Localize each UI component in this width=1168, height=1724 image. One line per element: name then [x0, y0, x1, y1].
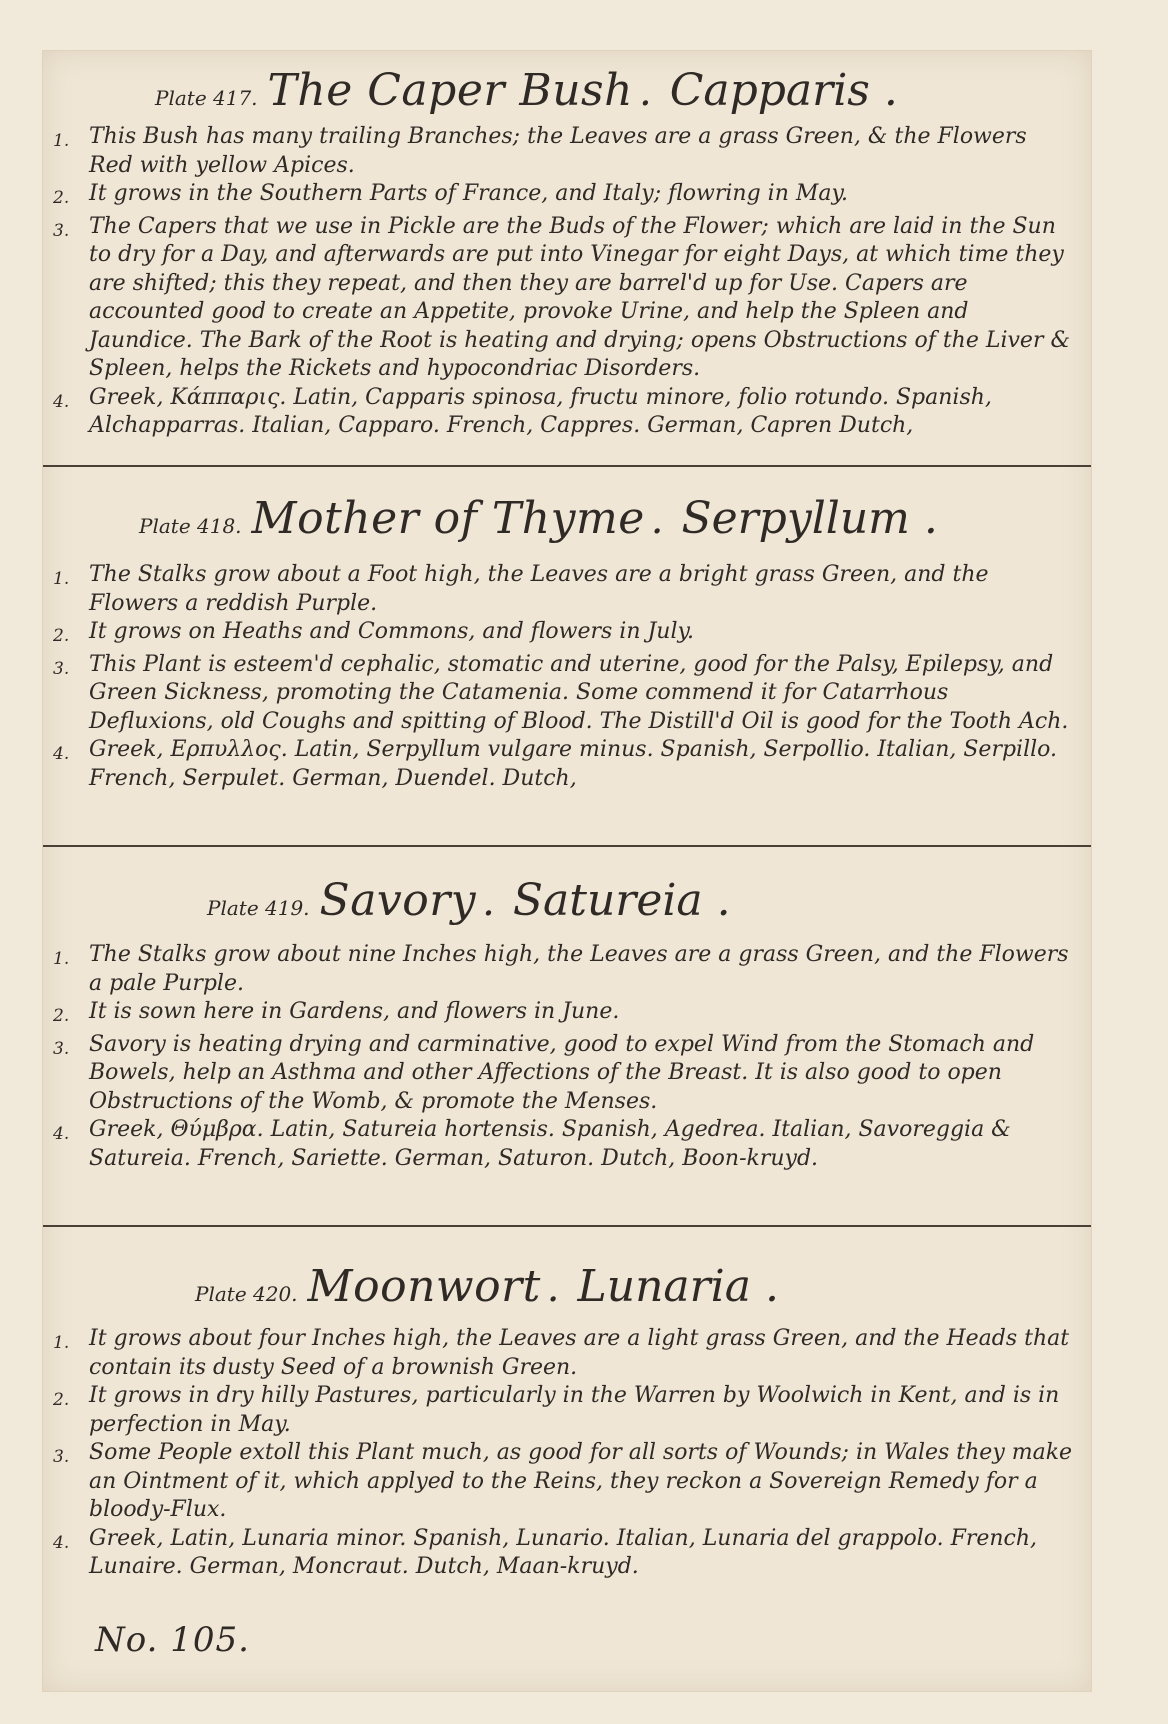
plant-name: Mother of Thyme	[251, 493, 645, 544]
plate-number-footer: No. 105.	[95, 1620, 250, 1660]
item-number: 3.	[53, 658, 70, 679]
item-text: It grows in the Southern Parts of France, and Italy; flowring in May.	[89, 181, 849, 206]
item-text: Greek, Latin, Lunaria minor. Spanish, Lunario. Italian, Lunaria del grappolo. French, Lunaire. German, Moncraut. Dutch, Maan-kruyd.	[89, 1525, 1038, 1579]
item-text: It grows on Heaths and Commons, and flowers in July.	[89, 619, 695, 644]
section-divider	[43, 845, 1091, 847]
item-number: 2.	[53, 626, 70, 646]
item-text: This Bush has many trailing Branches; the Leaves are a grass Green, & the Flowers Red with yellow Apices.	[89, 124, 1027, 178]
list-item	[43, 1325, 1073, 1382]
item-number: 4.	[53, 391, 70, 412]
item-text: The Stalks grow about a Foot high, the Leaves are a bright grass Green, and the Flowers a reddish Purple.	[89, 562, 989, 616]
list-item	[43, 998, 1073, 1031]
item-text: This Plant is esteem'd cephalic, stomatic and uterine, good for the Palsy, Epilepsy, and Green Sickness, promoting the Catamenia. Some commend it for Catarrhous Defluxions, old Coughs and spitting of Blood. The Distill'd Oil is good for the Tooth Ach.	[89, 651, 1069, 734]
description-list	[43, 941, 1073, 1173]
list-item	[43, 736, 1073, 793]
item-number: 2.	[53, 1006, 70, 1026]
item-text: It grows in dry hilly Pastures, particularly in the Warren by Woolwich in Kent, and is in perfection in May.	[89, 1383, 1060, 1437]
plate-number: Plate 419.	[207, 896, 310, 920]
item-text: The Stalks grow about nine Inches high, the Leaves are a grass Green, and the Flowers a pale Purple.	[89, 942, 1069, 996]
description-list	[43, 561, 1073, 793]
plate-number: Plate 420.	[195, 1282, 298, 1306]
list-item	[43, 651, 1073, 737]
list-item	[43, 384, 1073, 441]
list-item	[43, 123, 1073, 180]
list-item	[43, 1382, 1073, 1439]
plant-name: Savory	[319, 875, 477, 926]
latin-name: Capparis .	[669, 65, 898, 116]
item-number: 2.	[53, 188, 70, 208]
list-item	[43, 1116, 1073, 1173]
plate-heading: Plate 420. Moonwort . Lunaria .	[195, 1261, 779, 1312]
list-item	[43, 941, 1073, 998]
plant-name: Moonwort	[307, 1261, 541, 1312]
plate-heading: Plate 417. The Caper Bush . Capparis .	[155, 65, 898, 116]
section-divider	[43, 1225, 1091, 1227]
item-text: It grows about four Inches high, the Leaves are a light grass Green, and the Heads that contain its dusty Seed of a brownish Green.	[89, 1326, 1070, 1380]
item-text: Greek, Θύμβρα. Latin, Satureia hortensis. Spanish, Agedrea. Italian, Savoreggia & Satureia. French, Sariette. German, Saturon. Dutch, Boon-kruyd.	[89, 1117, 1011, 1171]
item-number: 1.	[53, 569, 70, 589]
item-number: 4.	[53, 744, 70, 764]
item-text: Some People extoll this Plant much, as good for all sorts of Wounds; in Wales they make an Ointment of it, which applyed to the Reins, they reckon a Sovereign Remedy for a bloody-Flux.	[89, 1440, 1073, 1522]
item-text: The Capers that we use in Pickle are the Buds of the Flower; which are laid in the Sun to dry for a Day, and afterwards are put into Vinegar for eight Days, at which time they are shifted; this they repeat, and then they are barrel'd up for Use. Capers are accounted good to create an Appetite, provoke Urine, and help the Spleen and Jaundice. The Bark of the Root is heating and drying; opens Obstructions of the Liver & Spleen, helps the Rickets and hypocondriac Disorders.	[89, 213, 1071, 381]
list-item	[43, 1525, 1073, 1582]
item-number: 2.	[53, 1390, 70, 1410]
list-item	[43, 618, 1073, 651]
item-text: It is sown here in Gardens, and flowers in June.	[89, 999, 620, 1024]
item-number: 4.	[53, 1124, 70, 1144]
list-item	[43, 1439, 1073, 1525]
list-item	[43, 180, 1073, 213]
latin-name: Serpyllum .	[681, 493, 938, 544]
plate-page	[42, 50, 1092, 1692]
item-number: 3.	[53, 1447, 70, 1467]
item-text: Greek, Ερπυλλος. Latin, Serpyllum vulgare minus. Spanish, Serpollio. Italian, Serpillo. French, Serpulet. German, Duendel. Dutch,	[89, 737, 1058, 791]
item-number: 3.	[53, 1038, 70, 1059]
list-item	[43, 561, 1073, 618]
plate-heading: Plate 419. Savory . Satureia .	[207, 875, 731, 926]
plant-name: The Caper Bush	[267, 65, 633, 116]
list-item	[43, 1031, 1073, 1117]
list-item	[43, 213, 1073, 384]
latin-name: Satureia .	[512, 875, 731, 926]
item-number: 1.	[53, 1333, 70, 1353]
plate-number: Plate 417.	[155, 86, 258, 110]
item-number: 4.	[53, 1532, 70, 1553]
description-list	[43, 123, 1073, 441]
item-number: 1.	[53, 949, 70, 969]
plate-number: Plate 418.	[139, 514, 242, 538]
item-text: Savory is heating drying and carminative, good to expel Wind from the Stomach and Bowels, help an Asthma and other Affections of the Breast. It is also good to open Obstructions of the Womb, & promote the Menses.	[89, 1031, 1035, 1114]
plate-heading: Plate 418. Mother of Thyme . Serpyllum .	[139, 493, 938, 544]
description-list	[43, 1325, 1073, 1582]
item-text: Greek, Κάππαρις. Latin, Capparis spinosa, fructu minore, folio rotundo. Spanish, Alchapparras. Italian, Capparo. French, Cappres. German, Capren Dutch,	[89, 384, 992, 438]
item-number: 3.	[53, 220, 70, 241]
item-number: 1.	[53, 131, 70, 151]
section-divider	[43, 465, 1091, 467]
latin-name: Lunaria .	[577, 1261, 779, 1312]
